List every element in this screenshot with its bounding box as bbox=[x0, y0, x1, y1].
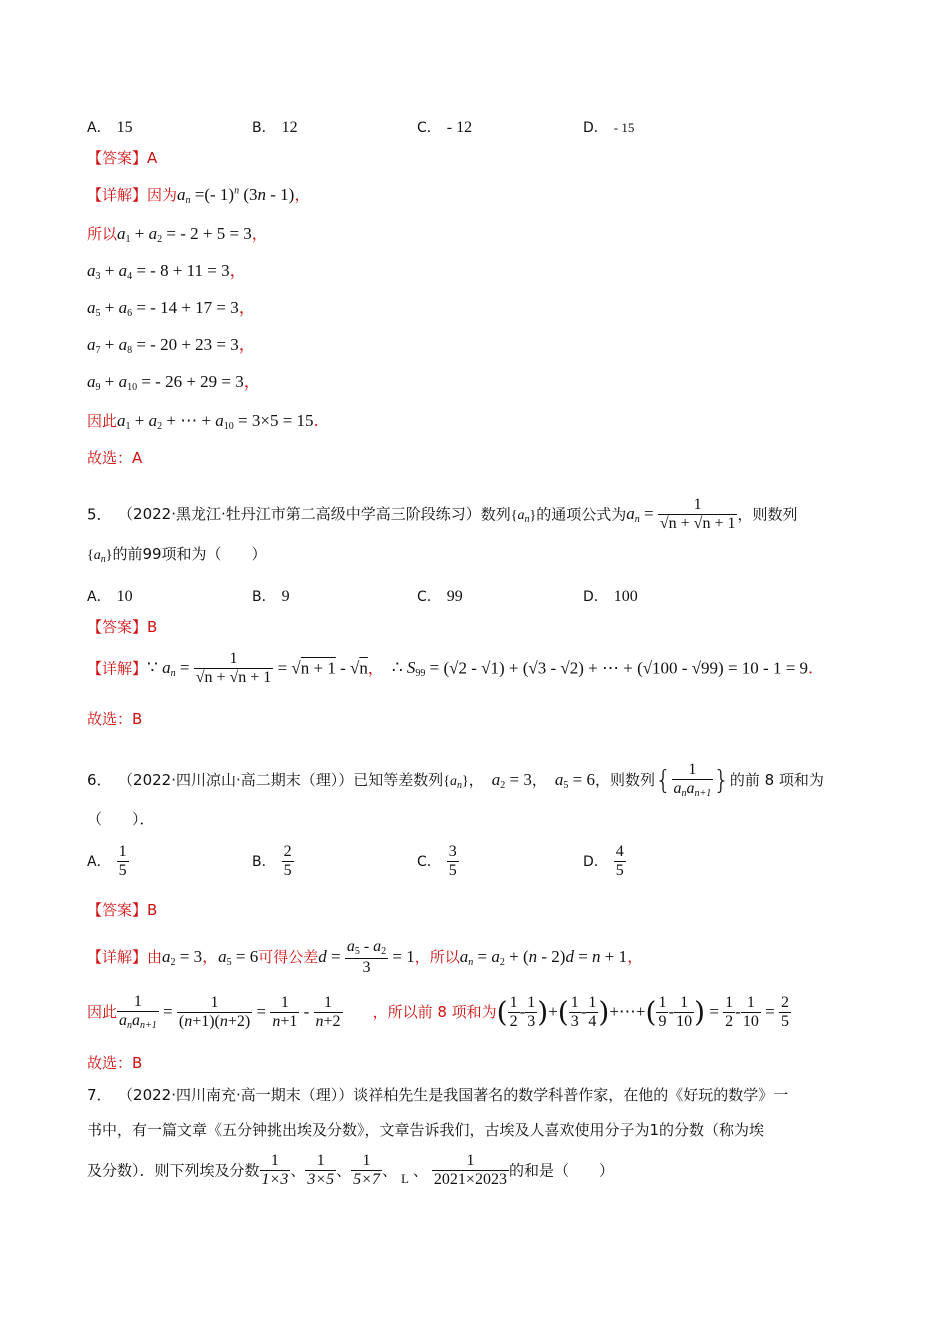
stem-text: 的前 8 项和为 bbox=[729, 770, 824, 789]
q5-option-a[interactable] bbox=[87, 586, 133, 606]
numerator: 3 bbox=[447, 843, 459, 862]
denominator: 1×3 bbox=[261, 1171, 289, 1189]
q5-option-c[interactable] bbox=[417, 586, 463, 606]
formula-an: $a_n$ =(- 1)$^n$ (3n - 1) bbox=[177, 185, 295, 206]
q5-option-b[interactable] bbox=[252, 586, 290, 606]
q4-detail-line: 【详解】因为$a_n$ =(- 1)$^n$ (3n - 1)， bbox=[87, 185, 311, 206]
option-label: C． bbox=[417, 589, 441, 605]
denominator: 5 bbox=[448, 862, 457, 880]
question-source: （2022·四川凉山·高二期末（理）） bbox=[125, 770, 354, 789]
detail-text: ，所以前 8 项和为 bbox=[372, 1002, 497, 1021]
q5-choice: 故选：B bbox=[87, 710, 143, 728]
option-value: 9 bbox=[281, 588, 290, 605]
q4-line-5: $a_9 + a_{10}$ = - 26 + 29 = 3， bbox=[87, 372, 261, 393]
question-number: 5． bbox=[87, 505, 112, 524]
q4-option-a[interactable] bbox=[87, 117, 133, 137]
q4-option-b[interactable] bbox=[252, 117, 298, 137]
q6-stem-line-1: 6． （2022·四川凉山·高二期末（理））已知等差数列$\{a_n\}$， $a_2 = 3$， $a_5 = 6$，则数列{ $\frac{1}{a_na_{n+1}}$ }的前 8 项和为 bbox=[87, 761, 824, 800]
q7-stem-line-2: 书中，有一篇文章《五分钟挑出埃及分数》，文章告诉我们，古埃及人喜欢使用分子为1的分数（称为埃 bbox=[87, 1121, 765, 1139]
option-label: C． bbox=[417, 853, 441, 870]
question-source: （2022·四川南充·高一期末（理）） bbox=[125, 1086, 354, 1104]
denominator: 2021×2023 bbox=[433, 1171, 507, 1189]
option-label: A． bbox=[87, 589, 111, 605]
detail-label: 【详解】因为 bbox=[87, 186, 178, 204]
option-value: 12 bbox=[281, 119, 298, 136]
option-value: - 12 bbox=[446, 119, 473, 136]
q6-stem-line-2: （ ）． bbox=[87, 810, 155, 828]
q4-line-2: $a_3 + a_4$ = - 8 + 11 = 3， bbox=[87, 261, 247, 282]
stem-text: ，则数列 bbox=[594, 770, 655, 789]
numerator: 1 bbox=[117, 843, 129, 862]
prefix: 因此 bbox=[87, 1002, 118, 1021]
q7-stem-line-3: 及分数）．则下列埃及分数 $\frac{1}{1\times 3}$ 、 $\frac{1}{3\times 5}$ 、 $\frac{1}{5\times 7}$ 、 L 、 $\frac{1}{2021\times 2023}$ 的和是（ ） bbox=[87, 1152, 614, 1189]
stem-text: 谈祥柏先生是我国著名的数学科普作家，在他的《好玩的数学》一 bbox=[353, 1086, 789, 1104]
stem-text: 已知等差数列 bbox=[353, 770, 444, 789]
option-value: 99 bbox=[446, 588, 463, 605]
q4-line-1: 所以$a_1 + a_2$ = - 2 + 5 = 3， bbox=[87, 224, 268, 245]
q5-stem-line-2: $\{a_n\}$的前99项和为（ ） bbox=[87, 545, 267, 565]
q4-line-4: $a_7 + a_8$ = - 20 + 23 = 3， bbox=[87, 335, 256, 356]
option-label: C． bbox=[417, 120, 441, 136]
q4-conclusion: 因此$a_1 + a_2$ + ⋯ + $a_{10} = 3\times 5 = 15$. bbox=[87, 411, 319, 432]
option-label: A． bbox=[87, 853, 111, 870]
option-value: 10 bbox=[116, 588, 133, 605]
q4-choice: 故选：A bbox=[87, 449, 143, 467]
q5-detail-line: 【详解】∵ $a_n$ = $\frac{1}{√n + √n + 1}$ = √n + 1 - √n， ∴ $S_{99} = (√2 - √1) + (√3 - √2)$ + ⋯ + (√100 - √99) = 10 - 1 = 9. bbox=[87, 650, 814, 687]
option-label: B． bbox=[252, 853, 276, 870]
sum-expression: (√2 - √1) + (√3 - √2) + ⋯ + (√100 - √99) = 10 - 1 = 9 bbox=[443, 658, 809, 678]
detail-label: 【详解】由 bbox=[87, 947, 163, 966]
q6-option-d[interactable] bbox=[583, 843, 626, 881]
stem-text: ，则数列 bbox=[737, 505, 798, 524]
question-number: 7． bbox=[87, 1086, 112, 1104]
option-label: D． bbox=[583, 120, 608, 136]
stem-text: 的和是（ ） bbox=[508, 1161, 614, 1180]
q6-option-a[interactable] bbox=[87, 843, 129, 881]
q4-line-3: $a_5 + a_6$ = - 14 + 17 = 3， bbox=[87, 298, 256, 319]
option-value: 100 bbox=[613, 588, 638, 605]
option-value: - 15 bbox=[613, 120, 635, 135]
q5-option-d[interactable] bbox=[583, 586, 638, 606]
denominator: 5×7 bbox=[353, 1171, 380, 1189]
option-label: D． bbox=[583, 853, 608, 870]
denominator: 5 bbox=[615, 862, 624, 880]
denominator: 3×5 bbox=[307, 1171, 335, 1189]
stem-text: 的前99项和为（ ） bbox=[112, 545, 267, 563]
q5-stem-line-1: 5． （2022·黑龙江·牡丹江市第二高级中学高三阶段练习）数列$\{a_n\}$的通项公式为$a_n$ = $\frac{1}{√n + √n + 1}$ ，则数列 bbox=[87, 496, 798, 533]
detail-text: ，所以 bbox=[414, 947, 460, 966]
prefix: 所以 bbox=[87, 225, 118, 243]
q4-option-d[interactable] bbox=[583, 117, 634, 137]
q4-option-c[interactable] bbox=[417, 117, 472, 137]
option-value: 15 bbox=[116, 119, 133, 136]
q7-stem-line-1 bbox=[87, 1088, 788, 1103]
ellipsis: L bbox=[400, 1171, 409, 1187]
denominator: 5 bbox=[283, 862, 292, 880]
numerator: 2 bbox=[282, 843, 294, 862]
detail-label: 【详解】 bbox=[87, 659, 148, 678]
q6-option-c[interactable] bbox=[417, 843, 459, 881]
q4-answer: 【答案】A bbox=[87, 149, 158, 167]
q5-answer: 【答案】B bbox=[87, 618, 158, 636]
question-number: 6． bbox=[87, 770, 112, 789]
q6-option-b[interactable] bbox=[252, 843, 294, 881]
option-label: B． bbox=[252, 589, 276, 605]
denominator: 5 bbox=[118, 862, 127, 880]
numerator: 4 bbox=[614, 843, 626, 862]
prefix: 因此 bbox=[87, 412, 118, 430]
q6-detail-line-1: 【详解】由$a_2 = 3$，$a_5 = 6$可得公差d = $\frac{a_5 - a_2}{3}$ = 1，所以$a_n = a_2 + (n - 2)d = n + 1$， bbox=[87, 938, 644, 976]
stem-text: 及分数）．则下列埃及分数 bbox=[87, 1161, 260, 1180]
formula-fraction: $\frac{1}{√n + √n + 1}$ bbox=[659, 496, 736, 533]
q6-choice: 故选：B bbox=[87, 1054, 143, 1072]
q6-answer: 【答案】B bbox=[87, 901, 158, 919]
stem-text: 数列 bbox=[480, 505, 511, 524]
option-label: B． bbox=[252, 120, 276, 136]
option-label: A． bbox=[87, 120, 111, 136]
stem-text: 的通项公式为 bbox=[536, 505, 627, 524]
detail-text: 可得公差 bbox=[258, 947, 319, 966]
q6-detail-line-2: 因此 $\frac{1}{a_na_{n+1}}$ = $\frac{1}{(n+1)(n+2)}$ = $\frac{1}{n+1}$ - $\frac{1}{n+2}$ ，所以前 8 项和为( $\frac{1}{2}$ - $\frac{1}{3}$ )+( $\frac{1}{3}$ - $\frac{1}{4}$ )+⋯+( $\frac{1}{9}$ - $\frac{1}{10}$ ) = $\frac{1}{2}$ - $\frac{1}{10}$ = $\frac{2}{5}$ bbox=[87, 993, 789, 1032]
option-label: D． bbox=[583, 589, 608, 605]
question-source: （2022·黑龙江·牡丹江市第二高级中学高三阶段练习） bbox=[125, 505, 481, 524]
